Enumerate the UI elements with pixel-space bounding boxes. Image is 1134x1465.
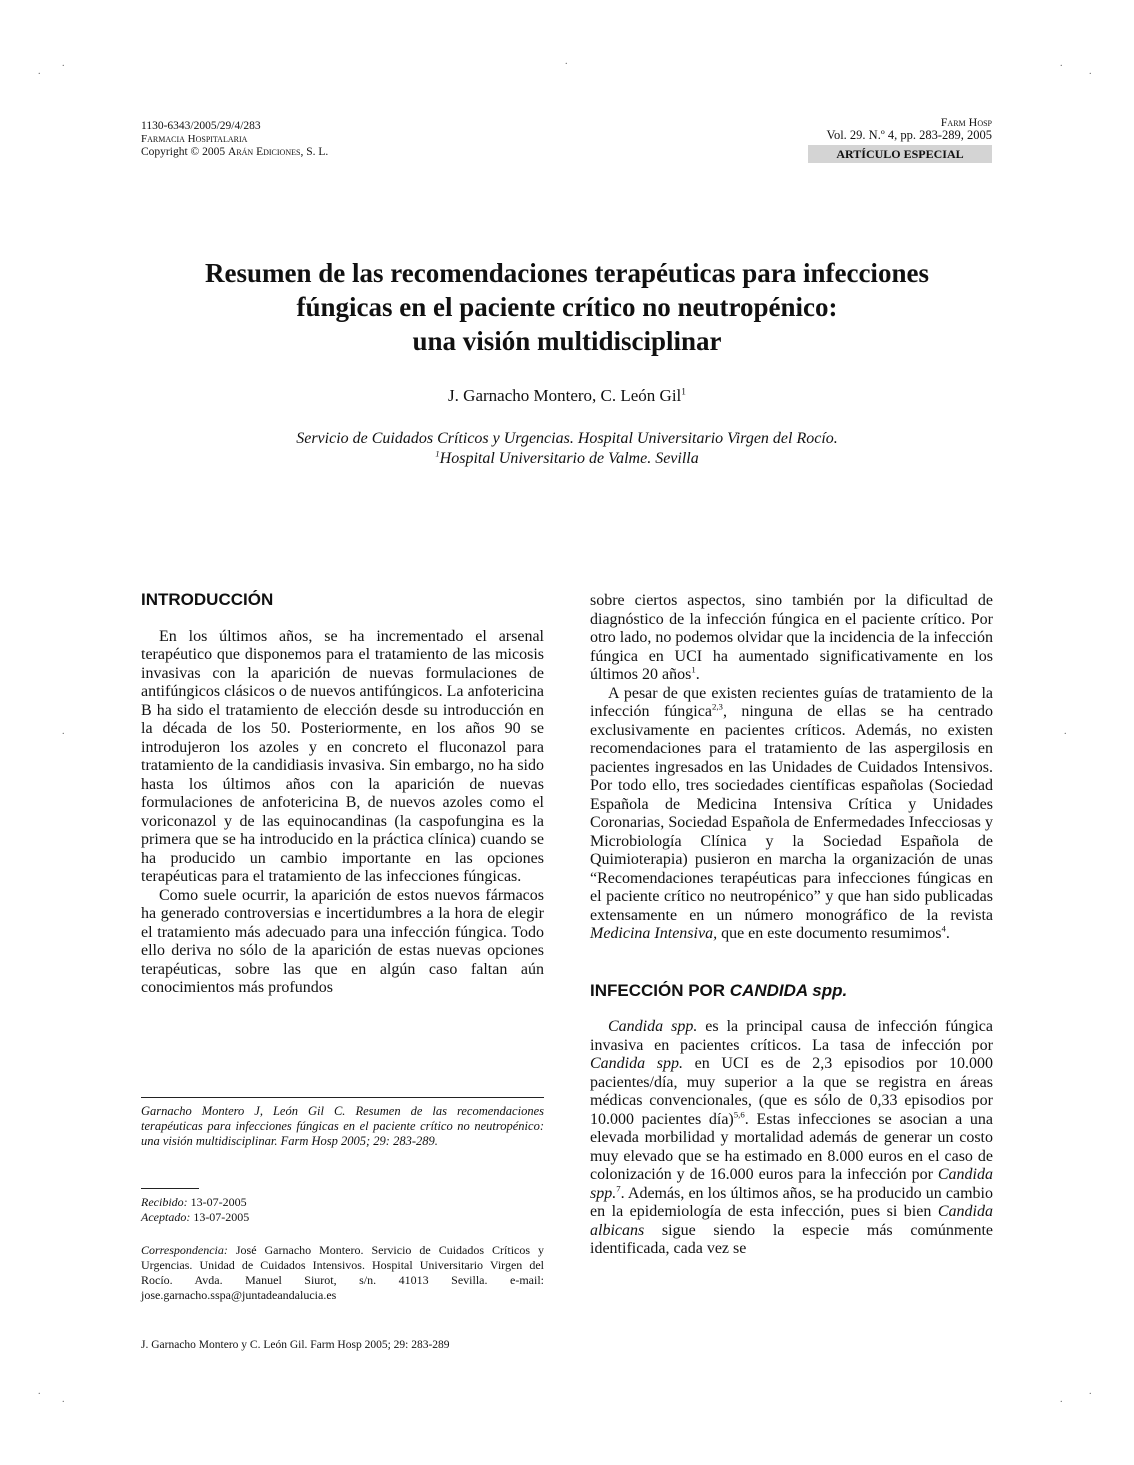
intro-heading: INTRODUCCIÓN — [141, 590, 274, 609]
citation-footnote: Garnacho Montero J, León Gil C. Resumen de las recomendaciones terapéuticas para infecciones fúngicas en el paciente crítico no neutropénico: una visión multidisciplinar. Farm Hosp 2005; 29: 283-289. — [141, 1104, 544, 1148]
ref-sup: 5,6 — [733, 1109, 745, 1120]
title-line: Resumen de las recomendaciones terapéuticas para infecciones — [205, 258, 929, 288]
article-title — [100, 256, 1034, 358]
issn: 1130-6343/2005/29/4/283 — [141, 120, 261, 132]
candida-paragraph — [590, 1018, 993, 1259]
received-accepted-dates — [141, 1195, 249, 1225]
author-names: J. Garnacho Montero, C. León Gil — [448, 386, 682, 405]
intro-paragraph-2: Como suele ocurrir, la aparición de estos nuevos fármacos ha generado controversias e incertidumbres a la hora de elegir el tratamiento más adecuado para una infección fúngica. Todo ello deriva no sólo de la aparición de estas nuevas opciones terapéuticas, sobre las que en algún caso faltan aún conocimientos más profundos — [141, 886, 544, 996]
author-sup: 1 — [681, 387, 686, 398]
heading-run-italic: CANDIDA spp. — [729, 980, 848, 1000]
correspondence-label: Correspondencia: — [141, 1243, 228, 1257]
authors — [0, 386, 1134, 406]
affiliation-sup: 1 — [435, 448, 440, 459]
scan-mark: . — [1060, 1394, 1063, 1405]
text-run: sobre ciertos aspectos, sino también por la dificultad de diagnóstico de la infección fúngica en el paciente crítico. Por otro lado, no podemos olvidar que la incidencia de la infección fúngica en UCI ha aumentado significativamente en los últimos 20 años — [590, 592, 993, 683]
scan-mark: . — [1089, 66, 1092, 77]
right-paragraph-1 — [590, 592, 993, 685]
text-run: , ninguna de ellas se ha centrado exclusivamente en pacientes críticos. Además, no existen recomendaciones para el tratamiento de las aspergilosis en pacientes ingresados en las Unidades de Cuidados Intensivos. Por todo ello, tres sociedades científicas españolas (Sociedad Española de Medicina Intensiva Crítica y Unidades Coronarias, Sociedad Española de Enfermedades Infecciosas y Microbiología Clínica y la Sociedad Española de Quimioterapia) pusieron en marcha la organización de unas “Recomendaciones terapéuticas para infecciones fúngicas en el paciente crítico no neutropénico” y que han sido publicadas extensamente en un número monográfico de la revista — [590, 703, 993, 924]
affiliations — [0, 429, 1134, 469]
text-run: . — [695, 666, 700, 683]
affiliation-2 — [0, 449, 1134, 469]
scan-mark: . — [62, 726, 65, 737]
text-run: . — [945, 925, 950, 942]
copyright — [141, 146, 328, 159]
journal-full-name: Farmacia Hospitalaria — [141, 133, 248, 145]
article-type-badge: ARTÍCULO ESPECIAL — [808, 145, 992, 163]
scan-mark: . — [565, 56, 568, 67]
ref-sup: 4 — [941, 923, 946, 934]
scan-mark: . — [62, 58, 65, 69]
left-column — [141, 591, 544, 998]
publisher: Arán Ediciones — [228, 146, 301, 158]
right-column — [590, 592, 993, 1259]
text-run: A pesar de que existen recientes guías de tratamiento de la infección fúngica — [590, 684, 993, 720]
scan-mark: . — [1060, 58, 1063, 69]
ref-sup: 7 — [616, 1183, 621, 1194]
affiliation-2-text: Hospital Universitario de Valme. Sevilla — [439, 450, 699, 467]
ref-sup: 2,3 — [711, 701, 723, 712]
text-run: en UCI es de 2,3 episodios por 10.000 pacientes/día, muy superior a la que se registra en áreas médicas convencionales, (que es sólo de 0,33 episodios por 10.000 pacientes día) — [590, 1055, 994, 1128]
species-name: Candida spp. — [590, 1166, 993, 1202]
correspondence — [141, 1243, 544, 1303]
journal-name: Medicina Intensiva, — [590, 925, 718, 942]
intro-paragraph-1: En los últimos años, se ha incrementado el arsenal terapéutico que disponemos para el tratamiento de las micosis invasivas con la aparición de nuevas formulaciones de antifúngicos clásicos o de nuevos antifúngicos. La anfotericina B ha sido el tratamiento de elección desde su introducción en la década de los 50. Posteriormente, en los años 90 se introdujeron los azoles y en concreto el fluconazol para tratamiento de la candidiasis invasiva. Sin embargo, no ha sido hasta los últimos años con la aparición de nuevas formulaciones de anfotericina B, de nuevos azoles como el voriconazol y de las equinocandinas (la caspofungina es la primera que se ha introducido en la práctica clínica) cuando se ha producido un cambio importante en las opciones terapéuticas para el tratamiento de las infecciones fúngicas. — [141, 627, 544, 885]
received-line — [141, 1195, 249, 1210]
received-label: Recibido: — [141, 1195, 188, 1209]
accepted-label: Aceptado: — [141, 1210, 191, 1224]
accepted-date: 13-07-2005 — [190, 1210, 250, 1224]
page-footer: J. Garnacho Montero y C. León Gil. Farm Hosp 2005; 29: 283-289 — [141, 1339, 450, 1351]
copyright-prefix: Copyright © 2005 — [141, 146, 229, 158]
scan-mark: . — [38, 66, 41, 77]
volume-info: Vol. 29. N.º 4, pp. 283-289, 2005 — [826, 128, 992, 142]
scan-mark: . — [1089, 1386, 1092, 1397]
heading-run: INFECCIÓN POR — [590, 980, 730, 1000]
text-run: que en este documento resumimos — [717, 925, 942, 942]
header-publication-info — [141, 120, 328, 159]
scan-mark: . — [38, 1386, 41, 1397]
text-run: . Estas infecciones se asocian a una elevada morbilidad y mortalidad además de generar un costo muy elevado que se ha estimado en 8.000 euros en el caso de colonización y de 16.000 euros para la infección por — [590, 1110, 993, 1183]
species-name: Candida spp. — [590, 1055, 683, 1072]
accepted-line — [141, 1210, 249, 1225]
scan-mark: . — [62, 1394, 65, 1405]
footnote-divider — [141, 1097, 544, 1098]
title-line: una visión multidisciplinar — [412, 326, 722, 356]
text-run: . Además, en los últimos años, se ha producido un cambio en la epidemiología de esta infección, pues si bien — [590, 1184, 993, 1220]
scan-mark: . — [1064, 726, 1067, 737]
header-journal-info — [808, 116, 992, 163]
right-paragraph-2 — [590, 685, 993, 944]
copyright-suffix: , S. L. — [300, 146, 329, 158]
candida-heading — [590, 982, 993, 1001]
journal-short-name: Farm Hosp — [940, 115, 992, 129]
text-run: sigue siendo la especie más comúnmente identificada, cada vez se — [590, 1221, 993, 1257]
footnote-short-divider — [141, 1188, 199, 1189]
species-name: Candida albicans — [590, 1203, 993, 1239]
title-line: fúngicas en el paciente crítico no neutropénico: — [296, 292, 838, 322]
species-name: Candida spp. — [608, 1018, 698, 1035]
received-date: 13-07-2005 — [187, 1195, 247, 1209]
ref-sup: 1 — [691, 664, 696, 675]
affiliation-1: Servicio de Cuidados Críticos y Urgencias. Hospital Universitario Virgen del Rocío. — [296, 430, 838, 447]
correspondence-text: José Garnacho Montero. Servicio de Cuidados Críticos y Urgencias. Unidad de Cuidados Intensivos. Hospital Universitario Virgen del Rocío. Avda. Manuel Siurot, s/n. 41013 Sevilla. e-mail: jose.garnacho.sspa@juntadeandalucia.es — [141, 1243, 544, 1302]
text-run: es la principal causa de infección fúngica invasiva en pacientes críticos. La tasa de infección por — [590, 1018, 994, 1054]
